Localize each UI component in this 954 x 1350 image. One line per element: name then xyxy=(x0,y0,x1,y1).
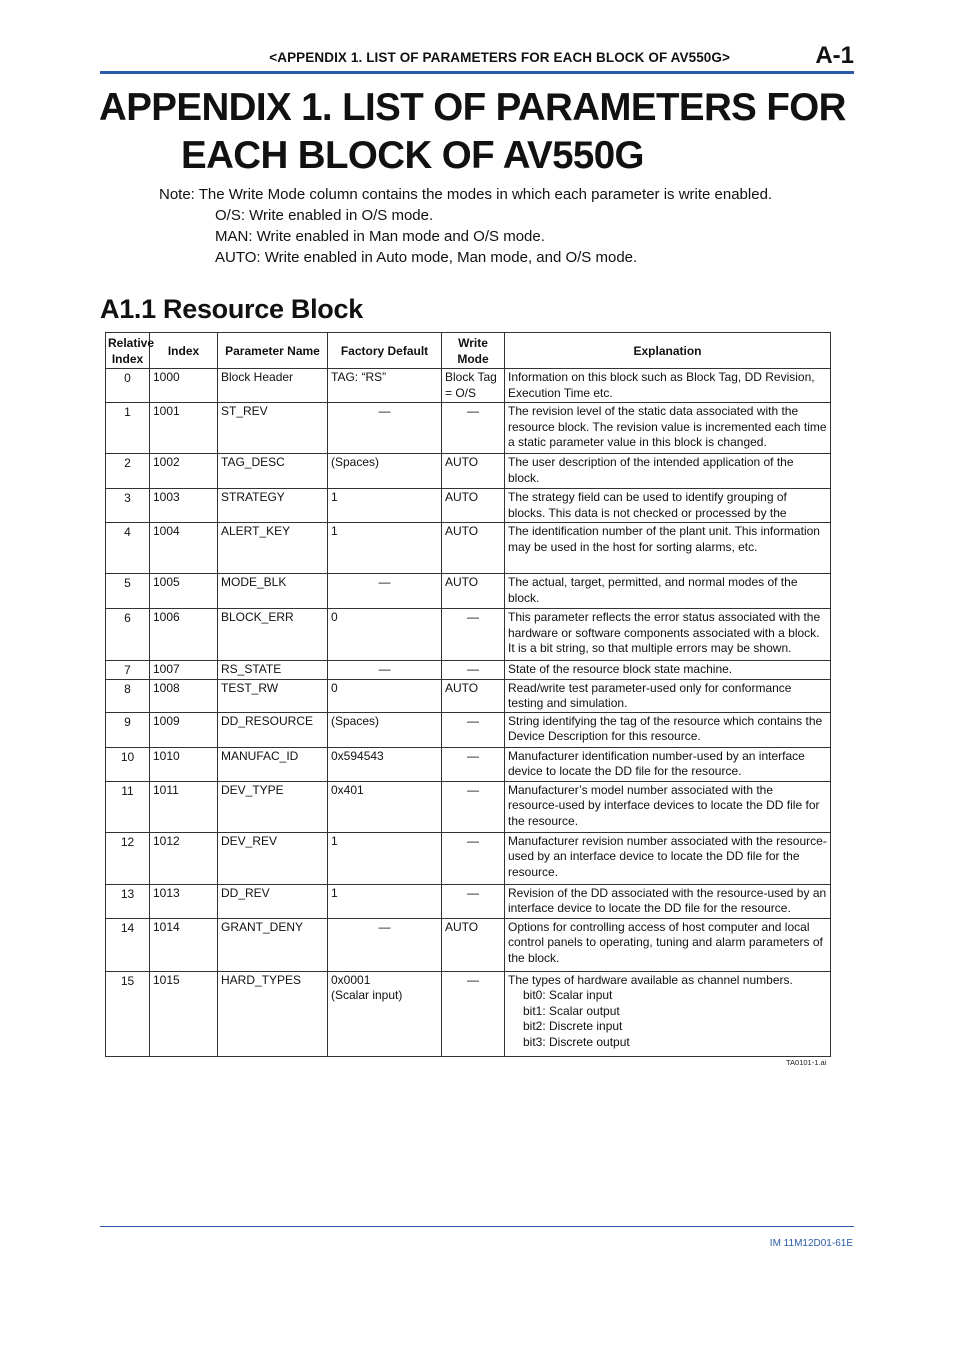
document-code: IM 11M12D01-61E xyxy=(769,1238,853,1249)
cell-param-name: GRANT_DENY xyxy=(218,918,328,971)
cell-rel-index: 10 xyxy=(106,747,150,781)
cell-param-name: Block Header xyxy=(218,369,328,403)
cell-param-name: TEST_RW xyxy=(218,679,328,712)
cell-rel-index: 2 xyxy=(106,454,150,489)
cell-param-name: DD_RESOURCE xyxy=(218,712,328,747)
cell-write-mode: — xyxy=(442,781,505,832)
table-row xyxy=(106,679,831,712)
cell-param-name: DEV_REV xyxy=(218,832,328,884)
cell-index: 1012 xyxy=(150,832,218,884)
cell-explanation: The actual, target, permitted, and normal modes of the block. xyxy=(505,574,831,609)
table-row xyxy=(106,489,831,523)
cell-factory-default: 1 xyxy=(328,489,442,523)
cell-factory-default: 0x401 xyxy=(328,781,442,832)
cell-factory-default: 0 xyxy=(328,679,442,712)
page-number: A-1 xyxy=(815,42,854,69)
cell-index: 1004 xyxy=(150,523,218,574)
cell-index: 1014 xyxy=(150,918,218,971)
cell-rel-index: 7 xyxy=(106,661,150,680)
cell-factory-default: (Spaces) xyxy=(328,454,442,489)
cell-write-mode: AUTO xyxy=(442,489,505,523)
cell-factory-default: 1 xyxy=(328,832,442,884)
cell-param-name: TAG_DESC xyxy=(218,454,328,489)
cell-factory-default: 0x0001 (Scalar input) xyxy=(328,971,442,1056)
table-row xyxy=(106,971,831,1056)
cell-explanation: String identifying the tag of the resource which contains the Device Description for this resource. xyxy=(505,712,831,747)
cell-rel-index: 8 xyxy=(106,679,150,712)
cell-rel-index: 14 xyxy=(106,918,150,971)
cell-index: 1013 xyxy=(150,884,218,918)
cell-explanation: Manufacturer revision number associated with the resource-used by an interface device to locate the DD file for the resource. xyxy=(505,832,831,884)
table-row xyxy=(106,832,831,884)
cell-index: 1006 xyxy=(150,609,218,661)
cell-factory-default: 1 xyxy=(328,523,442,574)
cell-index: 1003 xyxy=(150,489,218,523)
cell-rel-index: 11 xyxy=(106,781,150,832)
resource-block-table xyxy=(105,332,831,1057)
table-row xyxy=(106,369,831,403)
table-row xyxy=(106,781,831,832)
header-parameter-name: Parameter Name xyxy=(218,333,328,369)
cell-explanation: This parameter reflects the error status associated with the hardware or software components associated with a block. It is a bit string, so that multiple errors may be shown. xyxy=(505,609,831,661)
bit-item: bit0: Scalar input xyxy=(523,988,613,1002)
header-index: Index xyxy=(150,333,218,369)
table-row xyxy=(106,403,831,454)
cell-write-mode: AUTO xyxy=(442,523,505,574)
table-row xyxy=(106,661,831,680)
cell-factory-default: — xyxy=(328,918,442,971)
cell-index: 1010 xyxy=(150,747,218,781)
footer-rule xyxy=(100,1226,854,1227)
note-intro: Note: The Write Mode column contains the modes in which each parameter is write enabled. xyxy=(159,186,773,203)
cell-write-mode: AUTO xyxy=(442,918,505,971)
cell-write-mode: — xyxy=(442,832,505,884)
note-os: O/S: Write enabled in O/S mode. xyxy=(215,207,434,224)
cell-param-name: DD_REV xyxy=(218,884,328,918)
cell-explanation: The user description of the intended application of the block. xyxy=(505,454,831,489)
cell-index: 1005 xyxy=(150,574,218,609)
cell-param-name: RS_STATE xyxy=(218,661,328,680)
header-factory-default: Factory Default xyxy=(328,333,442,369)
appendix-title-line2: EACH BLOCK OF AV550G xyxy=(181,134,644,177)
cell-explanation: State of the resource block state machine. xyxy=(505,661,831,680)
bit-item: bit3: Discrete output xyxy=(523,1034,630,1049)
note-auto: AUTO: Write enabled in Auto mode, Man mode, and O/S mode. xyxy=(215,249,638,266)
cell-param-name: BLOCK_ERR xyxy=(218,609,328,661)
cell-rel-index: 9 xyxy=(106,712,150,747)
cell-factory-default: 1 xyxy=(328,884,442,918)
bit-item: bit1: Scalar output xyxy=(523,1003,620,1018)
cell-param-name: MODE_BLK xyxy=(218,574,328,609)
cell-explanation: The identification number of the plant unit. This information may be used in the host for sorting alarms, etc. xyxy=(505,523,831,574)
table-row xyxy=(106,574,831,609)
cell-factory-default: — xyxy=(328,574,442,609)
appendix-title-line1: APPENDIX 1. LIST OF PARAMETERS FOR xyxy=(99,86,846,129)
cell-write-mode: — xyxy=(442,884,505,918)
cell-write-mode: AUTO xyxy=(442,574,505,609)
cell-index: 1011 xyxy=(150,781,218,832)
cell-rel-index: 6 xyxy=(106,609,150,661)
header-explanation: Explanation xyxy=(505,333,831,369)
cell-index: 1002 xyxy=(150,454,218,489)
cell-param-name: STRATEGY xyxy=(218,489,328,523)
cell-param-name: ALERT_KEY xyxy=(218,523,328,574)
cell-rel-index: 15 xyxy=(106,971,150,1056)
cell-write-mode: AUTO xyxy=(442,679,505,712)
note-man: MAN: Write enabled in Man mode and O/S mode. xyxy=(215,228,545,245)
cell-index: 1000 xyxy=(150,369,218,403)
table-row xyxy=(106,609,831,661)
cell-write-mode: — xyxy=(442,403,505,454)
cell-explanation: Revision of the DD associated with the resource-used by an interface device to locate the DD file for the resource. xyxy=(505,884,831,918)
cell-rel-index: 3 xyxy=(106,489,150,523)
running-header xyxy=(100,42,854,74)
cell-write-mode: — xyxy=(442,971,505,1056)
table-row xyxy=(106,454,831,489)
table-row xyxy=(106,523,831,574)
cell-explanation: Options for controlling access of host computer and local control panels to operating, tuning and alarm parameters of the block. xyxy=(505,918,831,971)
bit-item: bit2: Discrete input xyxy=(523,1019,623,1033)
hard-types-description: The types of hardware available as channel numbers. xyxy=(508,972,793,987)
cell-param-name: ST_REV xyxy=(218,403,328,454)
cell-write-mode: — xyxy=(442,609,505,661)
table-row xyxy=(106,747,831,781)
cell-rel-index: 0 xyxy=(106,369,150,403)
cell-factory-default: — xyxy=(328,403,442,454)
cell-write-mode: Block Tag = O/S xyxy=(442,369,505,403)
cell-param-name: HARD_TYPES xyxy=(218,971,328,1056)
figure-id: TA0101-1.ai xyxy=(786,1058,827,1067)
cell-rel-index: 1 xyxy=(106,403,150,454)
cell-rel-index: 5 xyxy=(106,574,150,609)
cell-explanation: Read/write test parameter-used only for conformance testing and simulation. xyxy=(505,679,831,712)
cell-index: 1001 xyxy=(150,403,218,454)
write-mode-notes xyxy=(159,184,772,268)
cell-explanation: The strategy field can be used to identify grouping of blocks. This data is not checked or processed by the xyxy=(505,489,831,523)
cell-write-mode: — xyxy=(442,661,505,680)
table-row xyxy=(106,918,831,971)
cell-factory-default: — xyxy=(328,661,442,680)
header-relative-index: Relative Index xyxy=(106,333,150,369)
cell-param-name: DEV_TYPE xyxy=(218,781,328,832)
cell-factory-default: 0x594543 xyxy=(328,747,442,781)
cell-factory-default: TAG: “RS” xyxy=(328,369,442,403)
cell-index: 1008 xyxy=(150,679,218,712)
cell-rel-index: 4 xyxy=(106,523,150,574)
cell-explanation: Manufacturer’s model number associated with the resource-used by interface devices to locate the DD file for the resource. xyxy=(505,781,831,832)
cell-explanation: Information on this block such as Block Tag, DD Revision, Execution Time etc. xyxy=(505,369,831,403)
cell-explanation: Manufacturer identification number-used by an interface device to locate the DD file for the resource. xyxy=(505,747,831,781)
cell-index: 1015 xyxy=(150,971,218,1056)
cell-rel-index: 13 xyxy=(106,884,150,918)
cell-index: 1009 xyxy=(150,712,218,747)
cell-factory-default: (Spaces) xyxy=(328,712,442,747)
header-write-mode: Write Mode xyxy=(442,333,505,369)
cell-rel-index: 12 xyxy=(106,832,150,884)
cell-param-name: MANUFAC_ID xyxy=(218,747,328,781)
cell-write-mode: AUTO xyxy=(442,454,505,489)
table-row xyxy=(106,712,831,747)
cell-write-mode: — xyxy=(442,747,505,781)
table-header-row xyxy=(106,333,831,369)
table-row xyxy=(106,884,831,918)
running-title: <APPENDIX 1. LIST OF PARAMETERS FOR EACH BLOCK OF AV550G> xyxy=(269,50,730,65)
cell-write-mode: — xyxy=(442,712,505,747)
appendix-title xyxy=(99,84,859,180)
cell-index: 1007 xyxy=(150,661,218,680)
cell-factory-default: 0 xyxy=(328,609,442,661)
cell-explanation: The revision level of the static data associated with the resource block. The revision value is incremented each time a static parameter value in this block is changed. xyxy=(505,403,831,454)
cell-explanation xyxy=(505,971,831,1056)
section-title: A1.1 Resource Block xyxy=(100,294,363,324)
